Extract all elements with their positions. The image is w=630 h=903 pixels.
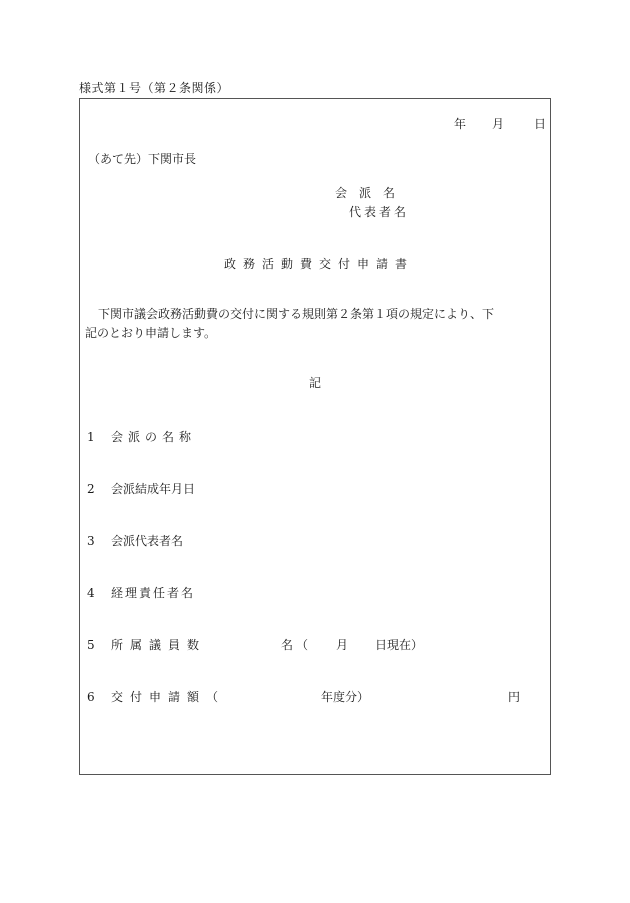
item-number: 6: [87, 690, 95, 704]
item-label: 会派の名称: [111, 430, 197, 444]
body-text-line-1: 下関市議会政務活動費の交付に関する規則第２条第１項の規定により、下: [98, 307, 495, 321]
document-title: 政務活動費交付申請書: [224, 257, 415, 271]
item-number: 4: [87, 586, 95, 600]
addressee: （あて先）下関市長: [88, 152, 197, 166]
item-label: 経理責任者名: [111, 586, 196, 600]
as-of-month: 月: [336, 638, 349, 652]
ki-marker: 記: [309, 376, 322, 390]
body-text-line-2: 記のとおり申請します。: [85, 326, 217, 340]
item-number: 5: [87, 638, 95, 652]
item-number: 3: [87, 534, 95, 548]
representative-name-label: 代表者名: [349, 205, 410, 219]
item-label: 所属議員数: [111, 638, 207, 652]
item-label: 会派結成年月日: [111, 482, 196, 496]
item-label: 交付申請額（: [111, 690, 226, 704]
yen-unit: 円: [508, 690, 521, 704]
item-number: 1: [87, 430, 95, 444]
form-label: 様式第１号（第２条関係）: [79, 81, 230, 95]
as-of-day: 日現在）: [375, 638, 424, 652]
date-month: 月: [492, 117, 505, 131]
faction-name-label: 会 派 名: [335, 186, 396, 200]
date-year: 年: [454, 117, 467, 131]
date-day: 日: [534, 117, 547, 131]
fiscal-year-label: 年度分）: [321, 690, 370, 704]
item-label: 会派代表者名: [111, 534, 184, 548]
member-count-unit: 名（: [281, 638, 312, 652]
item-number: 2: [87, 482, 95, 496]
